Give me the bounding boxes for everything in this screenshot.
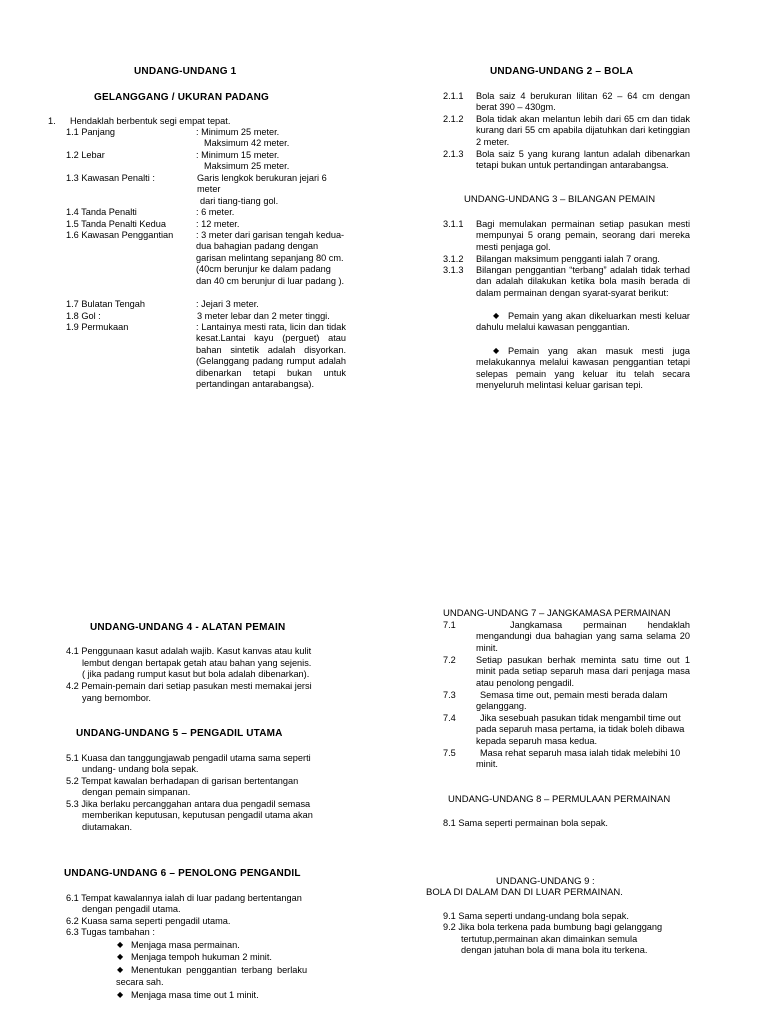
law-1-2-value: : Minimum 15 meter. (196, 150, 280, 160)
law-3-1-2-text: Bilangan maksimum pengganti ialah 7 orang. (476, 254, 660, 264)
law-7-title: UNDANG-UNDANG 7 – JANGKAMASA PERMAINAN (443, 608, 671, 619)
law-5-1-text-cont: undang- undang bola sepak. (82, 764, 199, 774)
law-5-3-text: 5.3 Jika berlaku percanggahan antara dua pengadil semasa (66, 799, 311, 809)
law-3-1-3-text: Bilangan penggantian “terbang” adalah tidak terhad dan adalah dilakukan ketika bola masih berada di dalam permainan dengan syarat-syarat berikut: (476, 265, 690, 298)
law-2-1-1-text: Bola saiz 4 berukuran lilitan 62 – 64 cm dengan berat 390 – 430gm. (476, 91, 690, 113)
law-1-7-label: 1.7 Bulatan Tengah (66, 299, 146, 309)
law-2-1-3-number: 2.1.3 (443, 149, 464, 159)
law-6-title: UNDANG-UNDANG 6 – PENOLONG PENGANDIL (64, 868, 301, 879)
law-9-title: UNDANG-UNDANG 9 : (496, 876, 595, 887)
law-7-3-text: Semasa time out, pemain mesti berada dalam gelanggang. (476, 690, 668, 712)
law-1-number: 1. (48, 116, 56, 126)
law-8-title: UNDANG-UNDANG 8 – PERMULAAN PERMAINAN (448, 794, 671, 805)
law-6-bullet-4: Menjaga masa time out 1 minit. (131, 990, 259, 1000)
diamond-bullet-icon: ◆ (117, 952, 124, 961)
law-1-1-value-max: Maksimum 42 meter. (204, 138, 290, 148)
law-3-1-1-text: Bagi memulakan permainan setiap pasukan mesti mempunyai 5 orang pemain, seorang dari mereka mesti penjaga gol. (476, 219, 690, 252)
law-3-bullet-1: Pemain yang akan dikeluarkan mesti keluar dahulu melalui kawasan penggantian. (476, 311, 690, 333)
law-5-3-text-cont2: diutamakan. (82, 822, 133, 832)
law-7-2-number: 7.2 (443, 655, 456, 665)
law-4-1-text-cont: lembut dengan bertapak getah atau bahan yang sejenis. (82, 658, 312, 668)
law-1-2-value-max: Maksimum 25 meter. (204, 161, 290, 171)
law-3-bullet-2: Pemain yang akan masuk mesti juga melakukannya melalui kawasan penggantian tetapi selepas pemain yang keluar itu telah secara menyeluruh melintasi keluar garisan tepi. (476, 346, 690, 391)
law-5-1-text: 5.1 Kuasa dan tanggungjawab pengadil utama sama seperti (66, 753, 311, 763)
law-1-9-label: 1.9 Permukaan (66, 322, 129, 332)
diamond-bullet-icon: ◆ (117, 940, 124, 949)
law-5-title: UNDANG-UNDANG 5 – PENGADIL UTAMA (76, 728, 283, 739)
law-4-title: UNDANG-UNDANG 4 - ALATAN PEMAIN (90, 622, 286, 633)
law-1-intro: Hendaklah berbentuk segi empat tepat. (70, 116, 231, 126)
law-6-bullet-2: Menjaga tempoh hukuman 2 minit. (131, 952, 272, 962)
law-7-1-number: 7.1 (443, 620, 456, 630)
law-2-title: UNDANG-UNDANG 2 – BOLA (490, 66, 634, 77)
law-3-1-3-number: 3.1.3 (443, 265, 464, 275)
law-1-5-label: 1.5 Tanda Penalti Kedua (66, 219, 166, 229)
law-5-2-text-cont: dengan pemain simpanan. (82, 787, 191, 797)
law-3-1-1-number: 3.1.1 (443, 219, 464, 229)
law-1-4-label: 1.4 Tanda Penalti (66, 207, 137, 217)
diamond-bullet-icon: ◆ (493, 346, 500, 355)
law-2-1-1-number: 2.1.1 (443, 91, 464, 101)
diamond-bullet-icon: ◆ (493, 311, 500, 320)
law-2-1-3-text: Bola saiz 5 yang kurang lantun adalah dibenarkan tetapi bukan untuk pertandingan antarabangsa. (476, 149, 690, 171)
law-7-4-text: Jika sesebuah pasukan tidak mengambil time out pada separuh masa pertama, ia tidak boleh dibawa kepada separuh masa kedua. (476, 713, 685, 746)
law-9-2-text-cont2: dengan jatuhan bola di mana bola itu terkena. (461, 945, 648, 955)
law-8-1-text: 8.1 Sama seperti permainan bola sepak. (443, 818, 608, 828)
law-2-1-2-text: Bola tidak akan melantun lebih dari 65 cm dan tidak kurang dari 55 cm apabila dijatuhkan dari ketinggian 2 meter. (476, 114, 690, 147)
law-9-1-text: 9.1 Sama seperti undang-undang bola sepak. (443, 911, 629, 921)
law-9-subtitle: BOLA DI DALAM DAN DI LUAR PERMAINAN. (426, 887, 623, 898)
law-6-3-text: 6.3 Tugas tambahan : (66, 927, 155, 937)
law-6-bullet-3-cont: secara sah. (116, 977, 164, 987)
law-1-6-label: 1.6 Kawasan Penggantian (66, 230, 174, 240)
law-6-1-text-cont: dengan pengadil utama. (82, 904, 181, 914)
law-4-2-text: 4.2 Pemain-pemain dari setiap pasukan mesti memakai jersi (66, 681, 312, 691)
law-2-1-2-number: 2.1.2 (443, 114, 464, 124)
law-1-3-value: Garis lengkok berukuran jejari 6 meter (197, 173, 327, 195)
law-1-3-value-cont: dari tiang-tiang gol. (200, 196, 279, 206)
law-1-7-value: : Jejari 3 meter. (196, 299, 259, 309)
law-1-title: UNDANG-UNDANG 1 (134, 66, 237, 77)
law-1-3-label: 1.3 Kawasan Penalti : (66, 173, 155, 183)
law-7-4-number: 7.4 (443, 713, 456, 723)
law-7-1-text: Jangkamasa permainan hendaklah mengandungi dua bahagian yang sama selama 20 minit. (476, 620, 690, 653)
law-5-3-text-cont: memberikan keputusan, keputusan pengadil utama akan (82, 810, 313, 820)
law-5-2-text: 5.2 Tempat kawalan berhadapan di garisan bertentangan (66, 776, 299, 786)
law-7-5-number: 7.5 (443, 748, 456, 758)
law-1-8-label: 1.8 Gol : (66, 311, 101, 321)
law-7-2-text: Setiap pasukan berhak meminta satu time out 1 minit pada setiap separuh masa dari penjaga masa atau penolong pengadil. (476, 655, 690, 688)
law-1-4-value: : 6 meter. (196, 207, 235, 217)
law-1-8-value: 3 meter lebar dan 2 meter tinggi. (197, 311, 330, 321)
law-7-3-number: 7.3 (443, 690, 456, 700)
law-6-bullet-1: Menjaga masa permainan. (131, 940, 240, 950)
law-4-2-text-cont: yang bernombor. (82, 693, 151, 703)
law-4-1-text-cont2: ( jika padang rumput kasut but bola adalah dibenarkan). (82, 669, 310, 679)
law-1-9-value: : Lantainya mesti rata, licin dan tidak kesat.Lantai kayu (perguet) atau bahan sintetik adalah disyorkan. (Gelanggang padang rumput adalah dibenarkan tetapi bukan untuk pertandingan antarabangsa). (196, 322, 346, 390)
law-6-2-text: 6.2 Kuasa sama seperti pengadil utama. (66, 916, 231, 926)
diamond-bullet-icon: ◆ (117, 965, 124, 974)
law-3-title: UNDANG-UNDANG 3 – BILANGAN PEMAIN (464, 194, 656, 205)
law-7-5-text: Masa rehat separuh masa ialah tidak melebihi 10 minit. (476, 748, 681, 770)
law-1-subtitle: GELANGGANG / UKURAN PADANG (94, 92, 270, 103)
law-9-2-text-cont: tertutup,permainan akan dimainkan semula (461, 934, 638, 944)
law-6-1-text: 6.1 Tempat kawalannya ialah di luar padang bertentangan (66, 893, 302, 903)
law-1-2-label: 1.2 Lebar (66, 150, 105, 160)
law-1-1-label: 1.1 Panjang (66, 127, 116, 137)
law-3-1-2-number: 3.1.2 (443, 254, 464, 264)
law-6-bullet-3: Menentukan penggantian terbang berlaku (131, 965, 308, 975)
law-1-5-value: : 12 meter. (196, 219, 240, 229)
law-1-6-value: : 3 meter dari garisan tengah kedua-dua bahagian padang dengan garisan melintang sepanjang 80 cm.(40cm berunjur ke dalam padang dan 40 cm berunjur di luar padang ). (196, 230, 345, 286)
law-9-2-text: 9.2 Jika bola terkena pada bumbung bagi gelanggang (443, 922, 663, 932)
law-1-1-value: : Minimum 25 meter. (196, 127, 280, 137)
diamond-bullet-icon: ◆ (117, 990, 124, 999)
law-4-1-text: 4.1 Penggunaan kasut adalah wajib. Kasut kanvas atau kulit (66, 646, 312, 656)
